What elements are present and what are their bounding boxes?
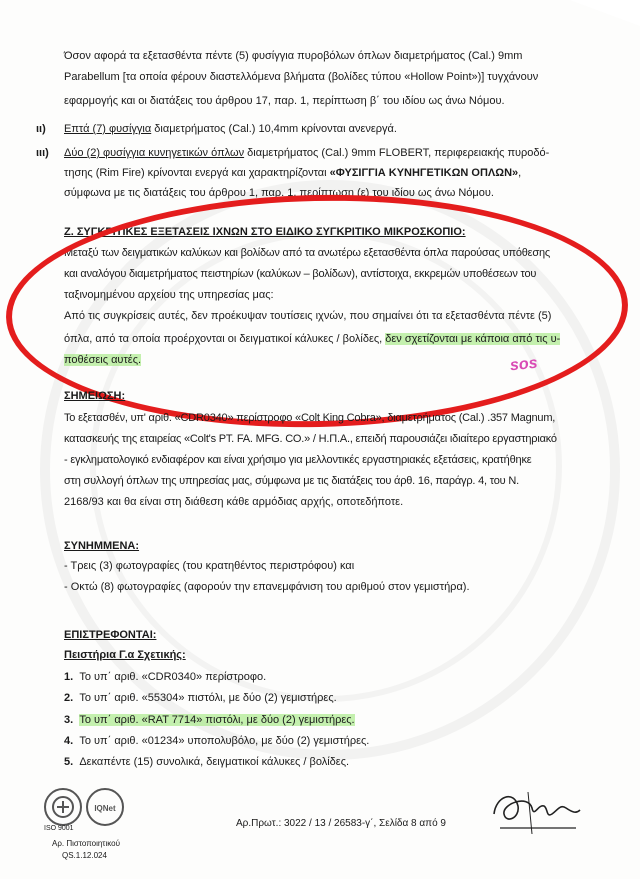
- returned-item-1-number: 1.: [64, 671, 74, 683]
- section-z-highlight-2: ποθέσεις αυτές.: [64, 354, 142, 366]
- section-z-title: Ζ. ΣΥΓΚΡΙΤΙΚΕΣ ΕΞΕΤΑΣΕΙΣ ΙΧΝΩΝ ΣΤΟ ΕΙΔΙΚΟ ΣΥΓΚΡΙΤΙΚΟ ΜΙΚΡΟΣΚΟΠΙΟ:: [64, 226, 466, 238]
- section-z-line3: ταξινομημένου αρχείου της υπηρεσίας μας:: [64, 289, 274, 301]
- iqnet-logo-text: IQNet: [94, 804, 116, 813]
- iqnet-logo: [86, 788, 124, 826]
- page-fold: [570, 0, 640, 26]
- notes-title: ΣΗΜΕΙΩΣΗ:: [64, 390, 126, 402]
- item-ii: [64, 119, 397, 139]
- attachment-item-2: - Οκτώ (8) φωτογραφίες (αφορούν την επανεμφάνιση του αριθμού στον γεμιστήρα).: [64, 581, 470, 593]
- returned-item-2: [64, 688, 337, 708]
- item-iii-bold: «ΦΥΣΙΓΓΙΑ ΚΥΝΗΓΕΤΙΚΩΝ ΟΠΛΩΝ»: [329, 167, 519, 179]
- iso-logo: [44, 788, 82, 826]
- item-iii-line1: [64, 143, 549, 163]
- section-z-highlight-1: δεν σχετίζονται με κάποια από τις υ-: [385, 333, 561, 345]
- para1-line1: Όσον αφορά τα εξετασθέντα πέντε (5) φυσίγγια πυροβόλων όπλων διαμετρήματος (Cal.) 9mm: [64, 50, 523, 62]
- notes-line4: στη συλλογή όπλων της υπηρεσίας μας, σύμφωνα με τις διατάξεις του άρθ. 16, παράγρ. 4, του Ν.: [64, 475, 519, 487]
- iso-label: ISO 9001: [44, 825, 74, 832]
- item-iii-rest: διαμετρήματος (Cal.) 9mm FLOBERT, περιφερειακής πυροδό-: [244, 147, 550, 159]
- item-ii-underlined: Επτά (7) φυσίγγια: [64, 123, 152, 135]
- attachments-title: ΣΥΝΗΜΜΕΝΑ:: [64, 540, 140, 552]
- notes-line5: 2168/93 και θα είναι στη διάθεση κάθε αρμόδιας αρχής, οποτεδήποτε.: [64, 496, 404, 508]
- returned-item-3: [64, 710, 355, 730]
- returned-item-4-text: Το υπ΄ αριθ. «01234» υποπολυβόλο, με δύο (2) γεμιστήρες.: [79, 735, 370, 747]
- para1-line3: εφαρμογής και οι διατάξεις του άρθρου 17, παρ. 1, περίπτωση β΄ του ιδίου ως άνω Νόμου.: [64, 95, 505, 107]
- returned-item-5-text: Δεκαπέντε (15) συνολικά, δειγματικοί κάλυκες / βολίδες.: [79, 756, 350, 768]
- item-iii-line2-end: ,: [518, 167, 522, 179]
- item-ii-rest: διαμετρήματος (Cal.) 10,4mm κρίνονται ανενεργά.: [151, 123, 397, 135]
- section-z-line1: Μεταξύ των δειγματικών καλύκων και βολίδων από τα ανωτέρω εξετασθέντα όπλα παρούσας υπόθεσης: [64, 247, 550, 259]
- returned-item-4-number: 4.: [64, 735, 74, 747]
- certificate-label: Αρ. Πιστοποιητικού: [52, 839, 120, 848]
- notes-line3: - εγκληματολογικό ενδιαφέρον και είναι χρήσιμο για μελλοντικές εργαστηριακές εξετάσεις, κρατήθηκε: [64, 454, 532, 466]
- returned-item-3-text: Το υπ΄ αριθ. «RAT 7714» πιστόλι, με δύο (2) γεμιστήρες.: [79, 714, 355, 726]
- returned-item-1-text: Το υπ΄ αριθ. «CDR0340» περίστροφο.: [79, 671, 267, 683]
- returned-item-2-number: 2.: [64, 692, 74, 704]
- attachment-item-1: - Τρεις (3) φωτογραφίες (του κρατηθέντος περιστρόφου) και: [64, 560, 355, 572]
- notes-line2: κατασκευής της εταιρείας «Colt's PT. FA. MFG. CO.» / Η.Π.Α., επειδή παρουσιάζει ιδιαίτερο εργαστηριακό: [64, 433, 557, 445]
- section-z-line4: Από τις συγκρίσεις αυτές, δεν προέκυψαν τουτίσεις ιχνών, που σημαίνει ότι τα εξετασθέντα πέντε (5): [64, 310, 552, 322]
- item-ii-number: ιι): [36, 123, 46, 135]
- returned-item-5: [64, 752, 349, 772]
- item-iii-line2-a: τησης (Rim Fire) κρίνονται ενεργά και χαρακτηρίζονται: [64, 167, 330, 179]
- notes-line1: Το εξετασθέν, υπ' αριθ. «CDR0340» περίστροφο «Colt King Cobra», διαμετρήματος (Cal.) .357 Magnum,: [64, 412, 556, 424]
- para1-line2: Parabellum [τα οποία φέρουν διαστελλόμενα βλήματα (βολίδες τύπου «Hollow Point»)] τυγχάνουν: [64, 71, 539, 83]
- section-z-line2: και αναλόγου διαμετρήματος πειστηρίων (καλύκων – βολίδων), αντίστοιχα, εκκρεμών υποθέσεων του: [64, 268, 537, 280]
- certificate-number: QS.1.12.024: [62, 851, 107, 860]
- item-iii-line3: σύμφωνα με τις διατάξεις του άρθρου 1, παρ. 1, περίπτωση (ε) του ιδίου ως άνω Νόμου.: [64, 187, 494, 199]
- watermark-sos: sos: [509, 354, 539, 375]
- returned-subtitle: Πειστήρια Γ.α Σχετικής:: [64, 649, 186, 661]
- item-iii-underlined: Δύο (2) φυσίγγια κυνηγετικών όπλων: [64, 147, 245, 159]
- signature-icon: [488, 784, 584, 840]
- section-z-line5-a: όπλα, από τα οποία προέρχονται οι δειγματικοί κάλυκες / βολίδες,: [64, 333, 386, 345]
- item-iii-number: ιιι): [36, 147, 49, 159]
- returned-item-3-number: 3.: [64, 714, 74, 726]
- returned-item-2-text: Το υπ΄ αριθ. «55304» πιστόλι, με δύο (2) γεμιστήρες.: [79, 692, 337, 704]
- returned-item-1: [64, 667, 266, 687]
- returned-item-5-number: 5.: [64, 756, 74, 768]
- page-reference: Αρ.Πρωτ.: 3022 / 13 / 26583-γ΄, Σελίδα 8 από 9: [236, 818, 446, 829]
- returned-item-4: [64, 731, 369, 751]
- item-iii-line2: [64, 163, 521, 183]
- returned-title: ΕΠΙΣΤΡΕΦΟΝΤΑΙ:: [64, 629, 157, 641]
